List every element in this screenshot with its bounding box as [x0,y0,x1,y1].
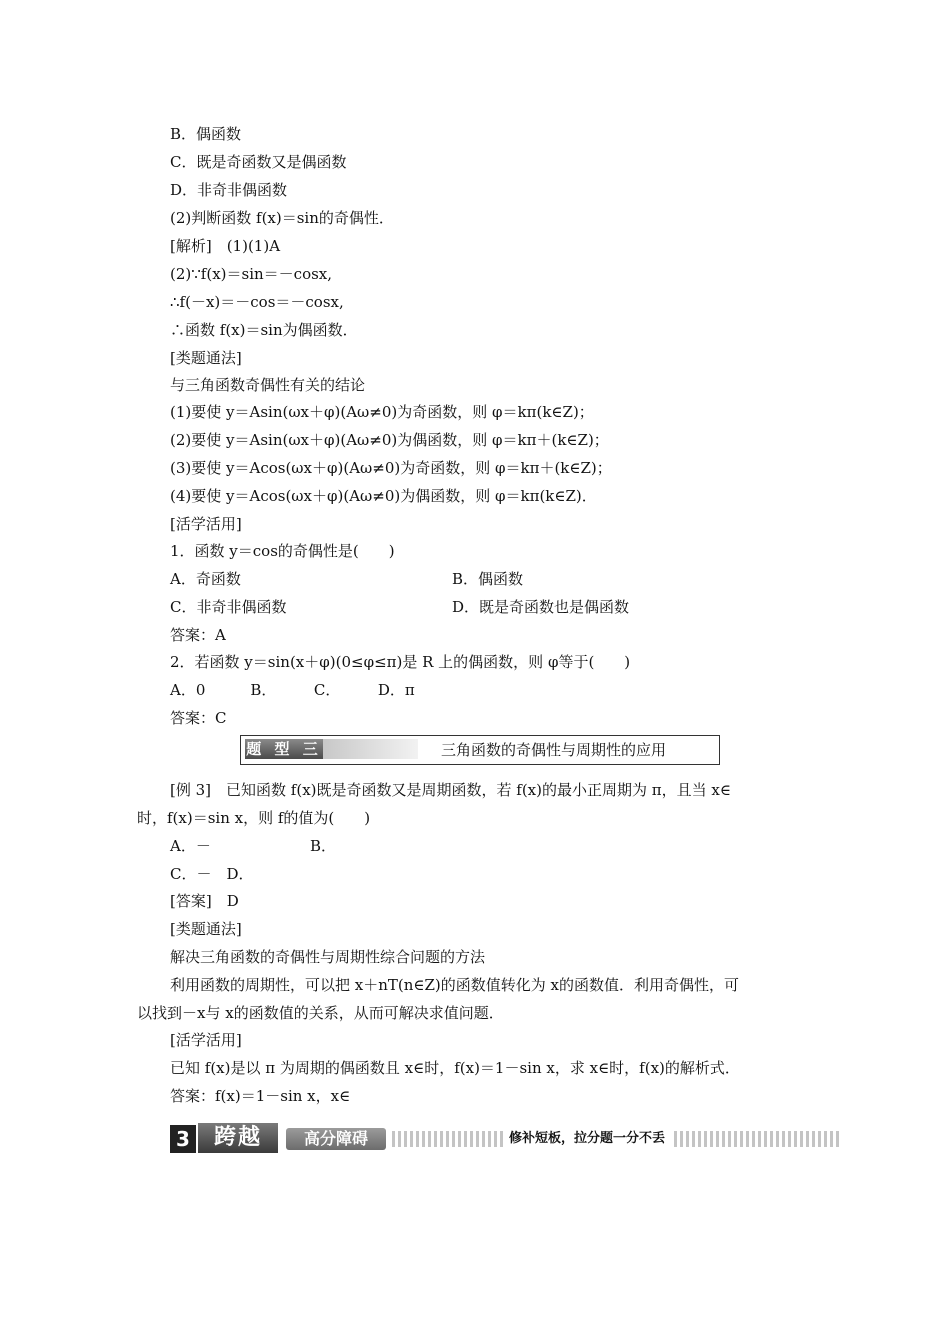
example-3-cont: 时，f(x)＝sin x，则 f的值为( ) [137,809,371,827]
section-subtitle: 高分障碍 [286,1128,386,1150]
practice-heading: [活学活用] [170,515,242,533]
option-d: D．非奇非偶函数 [170,181,288,199]
practice-q1-option-a: A．奇函数 [170,570,241,588]
section-number: 3 [170,1125,196,1153]
analysis-conclusion: ∴函数 f(x)＝sin为偶函数． [170,321,358,339]
practice-q1-option-c: C．非奇非偶函数 [170,598,287,616]
section-tag-fade [323,739,418,759]
practice-q1-option-d: D．既是奇函数也是偶函数 [452,598,630,616]
example-3-option-b: B． [310,837,337,855]
method-body-1: 利用函数的周期性，可以把 x＋nT(n∈Z)的函数值转化为 x的函数值．利用奇偶性，可 [170,976,740,994]
analysis-step-1: (2)∵f(x)＝sin＝－cosx, [170,265,333,283]
analysis-heading: [解析] (1)(1)A [170,237,281,255]
practice-answer: 答案：f(x)＝1－sin x，x∈ [170,1087,351,1105]
example-3-options-cd: C．－ D． [170,865,254,883]
rule-3: (3)要使 y＝Acos(ωx＋φ)(Aω≠0)为奇函数，则 φ＝kπ＋(k∈Z)； [170,459,612,477]
section-slogan: 修补短板，拉分题一分不丢 [503,1129,671,1149]
analysis-step-2: ∴f(－x)＝－cos＝－cosx, [170,293,344,311]
practice-q1-answer: 答案：A [170,626,226,644]
example-3-option-a: A．－ [170,837,211,855]
rule-1: (1)要使 y＝Asin(ωx＋φ)(Aω≠0)为奇函数，则 φ＝kπ(k∈Z)； [170,403,594,421]
section-main-title: 跨越 [198,1123,278,1153]
rule-4: (4)要使 y＝Acos(ωx＋φ)(Aω≠0)为偶函数，则 φ＝kπ(k∈Z)． [170,487,597,505]
section-tag: 题 型 三 [246,740,322,758]
option-b: B．偶函数 [170,125,242,143]
section-banner-footer [170,1122,840,1156]
practice-question: 已知 f(x)是以 π 为周期的偶函数且 x∈时，f(x)＝1－sin x，求 x∈时，f(x)的解析式． [170,1059,740,1077]
practice-heading-2: [活学活用] [170,1031,242,1049]
method-title-2: 解决三角函数的奇偶性与周期性综合问题的方法 [170,948,486,966]
method-heading-2: [类题通法] [170,920,242,938]
practice-q1: 1．函数 y＝cos的奇偶性是( ) [170,542,395,560]
practice-q2-options: A．0 B． C． D．π [170,681,415,699]
method-body-2: 以找到－x与 x的函数值的关系，从而可解决求值问题． [137,1004,504,1022]
practice-q2-answer: 答案：C [170,709,227,727]
example-3-answer: [答案] D [170,892,239,910]
rule-2: (2)要使 y＝Asin(ωx＋φ)(Aω≠0)为偶函数，则 φ＝kπ＋(k∈Z)； [170,431,609,449]
practice-q1-option-b: B．偶函数 [452,570,524,588]
practice-q2: 2．若函数 y＝sin(x＋φ)(0≤φ≤π)是 R 上的偶函数，则 φ等于( ) [170,653,631,671]
example-3: [例 3] 已知函数 f(x)既是奇函数又是周期函数，若 f(x)的最小正周期为 π，且当 x∈ [170,781,731,799]
method-title: 与三角函数奇偶性有关的结论 [170,376,366,394]
option-c: C．既是奇函数又是偶函数 [170,153,347,171]
question-2: (2)判断函数 f(x)＝sin的奇偶性． [170,209,394,227]
section-title: 三角函数的奇偶性与周期性的应用 [441,741,667,759]
section-banner-type-3 [240,735,720,765]
method-heading: [类题通法] [170,349,242,367]
